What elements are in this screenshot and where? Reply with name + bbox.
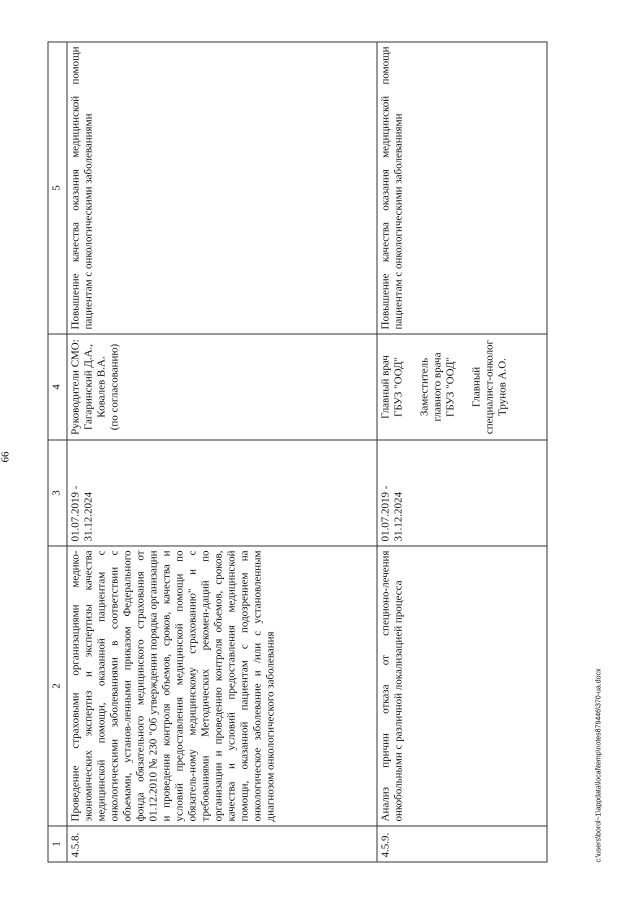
header-cell: 1	[48, 826, 67, 862]
row-description: Проведение страховыми организациями медико-экономических экспертиз и экспертизы качества медицинской помощи, оказанной пациентам с онкологическими заболеваниями в соответствии с объемами, установ-ленными приказом Федерального фонда обязательного медицинского страхования от 01.12.2010 № 230 "Об утверждении порядка организации и проведения контроля объемов, сроков, качества и условий предоставления медицинской помощи по обязатель-ному медицинскому страхованию" и с требованиями Методических рекомен-даций по организации и проведению контроля объемов, сроков, качества и условий предоставления медицинской помощи, оказанной пациентам с подозрением на онкологическое заболевание и /или с установленным диагнозом онкологического заболевания	[67, 546, 377, 826]
plan-table	[48, 42, 548, 863]
responsible-line: (по согласованию)	[108, 343, 121, 431]
responsible-line: ГБУЗ "ООД"	[444, 356, 457, 418]
responsible-line: Гагаринский Д.А.,	[82, 343, 95, 431]
responsible-line: ГБУЗ "ООД"	[392, 356, 405, 418]
row-description: Анализ причин отказа от специоно-лечения онкобольными с различной локализацией процесса	[377, 546, 547, 826]
responsible-line: Трунов А.О.	[496, 358, 509, 416]
header-cell: 3	[48, 440, 67, 546]
row-result: Повышение качества оказания медицинской помощи пациентам с онкологическими заболеваниями	[67, 42, 377, 334]
row-result: Повышение качества оказания медицинской помощи пациентам с онкологическими заболеваниями	[377, 42, 547, 334]
responsible-line: специалист-онколог	[483, 339, 496, 435]
responsible-line: Заместитель	[418, 357, 431, 417]
table-row	[67, 42, 377, 862]
header-cell: 2	[48, 546, 67, 826]
responsible-line: Руководители СМО:	[69, 339, 82, 435]
table-row	[377, 42, 547, 862]
header-cell: 4	[48, 334, 67, 440]
header-cell: 5	[48, 42, 67, 334]
header-row	[48, 42, 67, 862]
row-responsible	[377, 334, 547, 440]
row-period: 01.07.2019 - 31.12.2024	[67, 440, 377, 546]
responsible-line: Главный врач	[379, 355, 392, 419]
row-number: 4.5.8.	[67, 826, 377, 862]
page-number: 66	[0, 451, 12, 463]
row-number: 4.5.9.	[377, 826, 547, 862]
row-period: 01.07.2019 - 31.12.2024	[377, 440, 547, 546]
row-responsible	[67, 334, 377, 440]
responsible-line: главного врача	[431, 352, 444, 422]
responsible-line: Главный	[470, 366, 483, 408]
rotated-page	[0, 43, 603, 863]
responsible-line: Ковалев В.А.	[95, 356, 108, 418]
file-path-footer: c:\users\borol~1\appdata\local\temp\notes879446\370-ua.docx	[595, 668, 603, 863]
